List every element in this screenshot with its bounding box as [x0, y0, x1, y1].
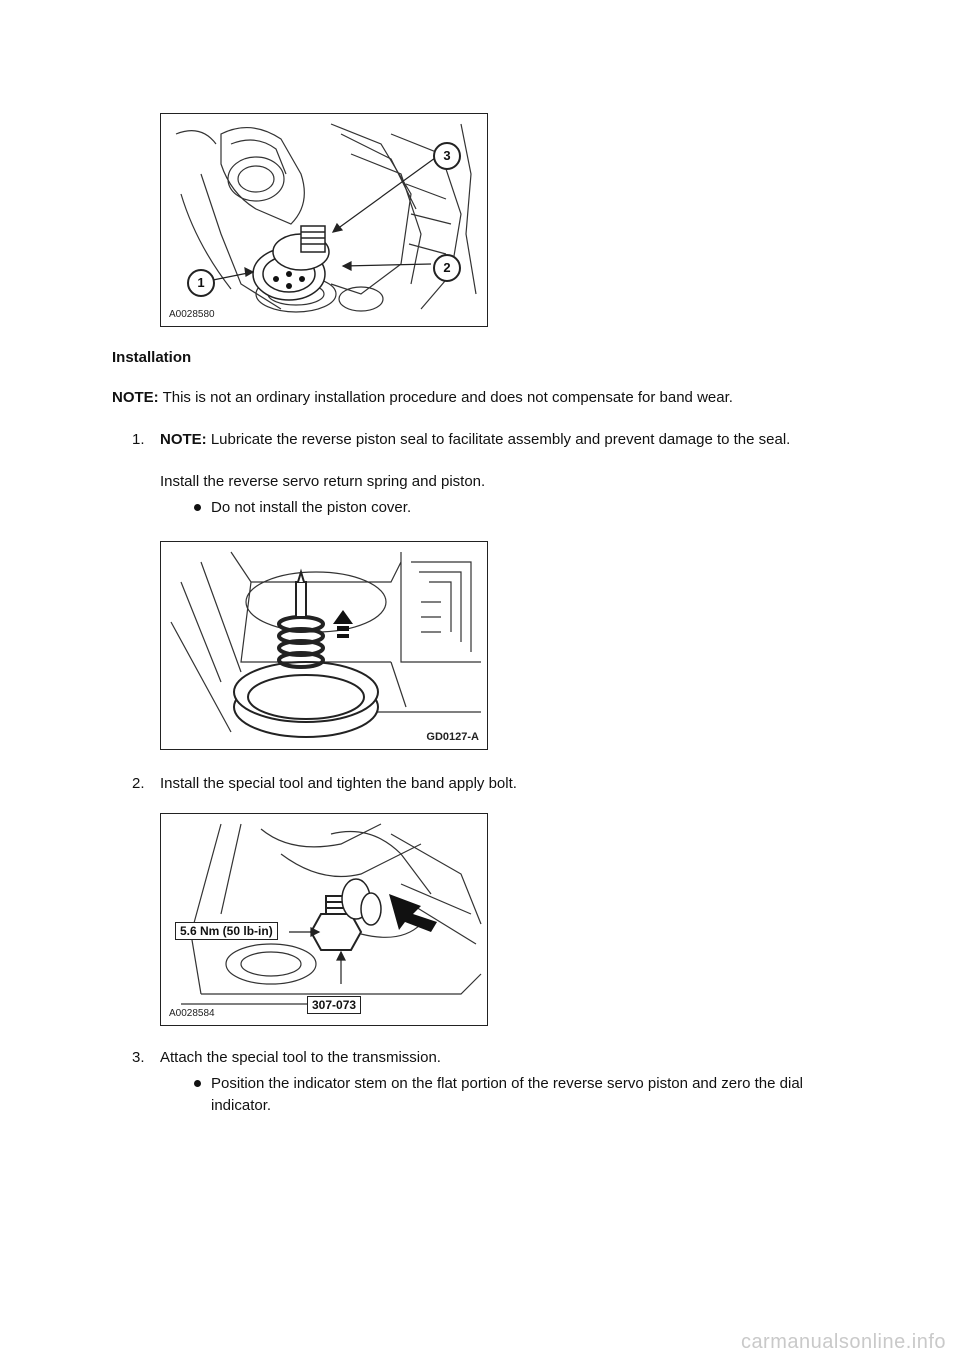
figure-3-illustration — [161, 814, 487, 1025]
watermark: carmanualsonline.info — [740, 1331, 946, 1353]
step-1-bullet-dot — [194, 504, 201, 511]
section-note — [112, 389, 733, 406]
figure-1-code: A0028580 — [169, 309, 215, 320]
callout-3: 3 — [433, 142, 461, 170]
section-note-text: This is not an ordinary installation procedure and does not compensate for band wear. — [162, 389, 733, 406]
step-1-note-text: Lubricate the reverse piston seal to facilitate assembly and prevent damage to the seal. — [210, 431, 791, 448]
tool-label: 307-073 — [307, 996, 361, 1014]
callout-2: 2 — [433, 254, 461, 282]
step-1-note — [160, 431, 790, 448]
figure-2-illustration — [161, 542, 487, 749]
step-3-text: Attach the special tool to the transmission. — [160, 1049, 441, 1066]
callout-1: 1 — [187, 269, 215, 297]
step-1-number: 1. — [132, 431, 145, 448]
section-heading: Installation — [112, 349, 192, 366]
step-1-note-label: NOTE: — [160, 431, 207, 448]
step-1-bullet-text: Do not install the piston cover. — [211, 499, 412, 516]
step-2-text: Install the special tool and tighten the band apply bolt. — [160, 775, 517, 792]
torque-label: 5.6 Nm (50 lb-in) — [175, 922, 278, 940]
step-1-text: Install the reverse servo return spring and piston. — [160, 473, 486, 490]
figure-3-code: A0028584 — [169, 1008, 215, 1019]
step-2-number: 2. — [132, 775, 145, 792]
section-note-label: NOTE: — [112, 389, 159, 406]
step-3-bullet-dot — [194, 1080, 201, 1087]
figure-2-code: GD0127-A — [426, 731, 479, 743]
figure-2 — [160, 541, 488, 750]
figure-3 — [160, 813, 488, 1026]
step-3-number: 3. — [132, 1049, 145, 1066]
step-3-bullet-line-2: indicator. — [211, 1097, 272, 1114]
step-3-bullet-line-1: Position the indicator stem on the flat portion of the reverse servo piston and zero the dial — [211, 1075, 804, 1092]
figure-1 — [160, 113, 488, 327]
